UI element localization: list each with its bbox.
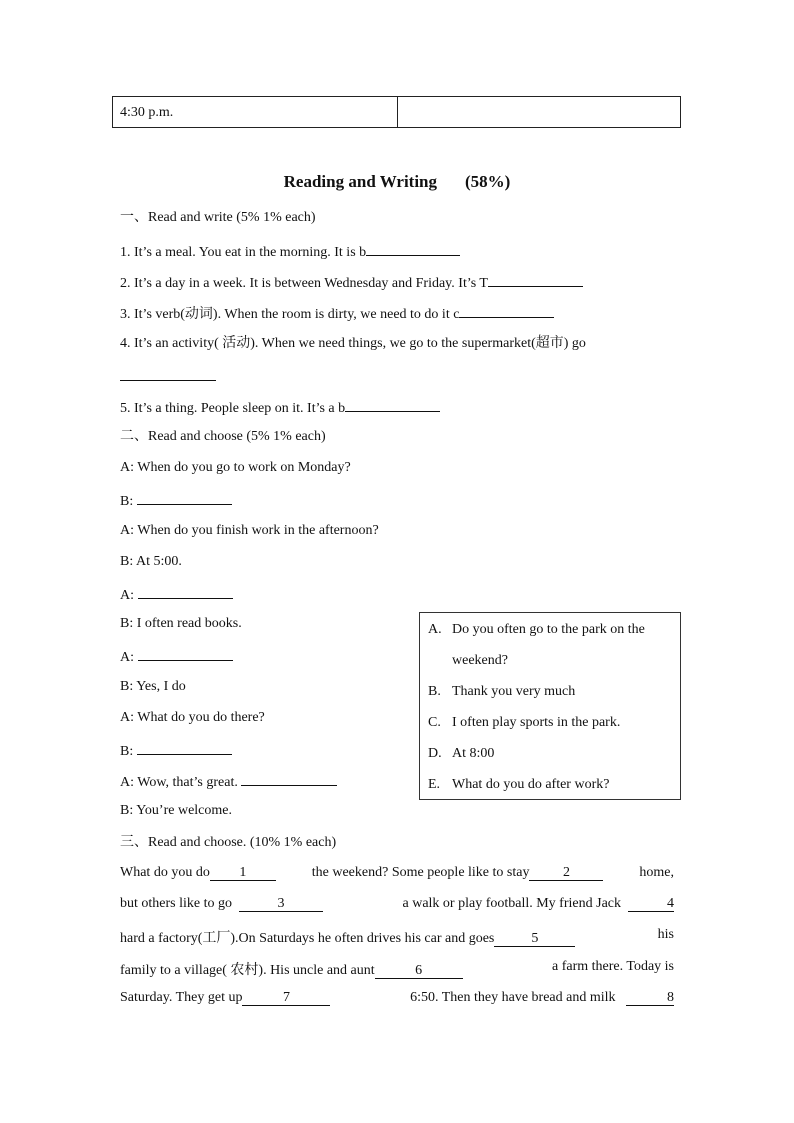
choice-text: At 8:00 <box>452 746 495 761</box>
dialogue-line: A: What do you do there? <box>120 710 265 725</box>
cloze-blank-8[interactable]: 8 <box>626 991 674 1006</box>
choice-a-continued: weekend? <box>452 653 508 668</box>
cloze-blank-5[interactable]: 5 <box>494 932 575 947</box>
dialogue-line: B: Yes, I do <box>120 679 186 694</box>
dialogue-line: A: When do you go to work on Monday? <box>120 460 351 475</box>
choices-box <box>419 612 681 800</box>
choice-letter: C. <box>428 715 441 730</box>
cloze-blank-2[interactable]: 2 <box>529 866 603 881</box>
question-3-text: 3. It’s verb(动词). When the room is dirty, we need to do it c <box>120 307 460 322</box>
cloze-line-2 <box>120 896 674 912</box>
time-table-row <box>112 96 681 128</box>
dialogue-speaker: A: <box>120 588 138 603</box>
dialogue-text: A: Wow, that’s great. <box>120 775 242 790</box>
cloze-blank-1[interactable]: 1 <box>210 866 276 881</box>
choice-text: I often play sports in the park. <box>452 715 621 730</box>
choice-c <box>428 715 620 731</box>
part3-heading: 三、Read and choose. (10% 1% each) <box>120 835 337 850</box>
cloze-text: Saturday. They get up 7 <box>120 990 330 1006</box>
answer-blank[interactable] <box>345 397 440 412</box>
choice-a <box>428 622 645 638</box>
choice-text: Do you often go to the park on the <box>452 622 645 637</box>
question-3 <box>120 303 554 324</box>
answer-blank[interactable] <box>366 241 460 256</box>
choice-text: What do you do after work? <box>452 777 610 792</box>
choice-b <box>428 684 575 700</box>
choice-e <box>428 777 609 793</box>
time-cell: 4:30 p.m. <box>113 97 398 127</box>
question-2 <box>120 272 583 293</box>
answer-blank[interactable] <box>138 584 233 599</box>
cloze-text: his <box>657 927 674 942</box>
question-4-blank-line <box>120 366 216 387</box>
dialogue-speaker: B: <box>120 494 137 509</box>
question-1-text: 1. It’s a meal. You eat in the morning. It is b <box>120 245 367 260</box>
cloze-text: What do you do 1 <box>120 865 276 881</box>
cloze-blank-6[interactable]: 6 <box>375 964 463 979</box>
choice-letter: B. <box>428 684 441 699</box>
part2-heading: 二、Read and choose (5% 1% each) <box>120 429 326 444</box>
dialogue-line <box>120 771 337 792</box>
section-title-text: Reading and Writing <box>283 172 438 191</box>
answer-blank[interactable] <box>241 771 337 786</box>
section-percent: (58%) <box>465 172 511 191</box>
cloze-text: the weekend? Some people like to stay 2 <box>312 865 604 881</box>
choice-text: Thank you very much <box>452 684 576 699</box>
question-2-text: 2. It’s a day in a week. It is between Wednesday and Friday. It’s T <box>120 276 488 291</box>
dialogue-speaker: B: <box>120 744 137 759</box>
cloze-text: hard a factory(工厂).On Saturdays he often drives his car and goes 5 <box>120 927 575 947</box>
dialogue-line <box>120 740 232 761</box>
dialogue-line <box>120 646 233 667</box>
choice-letter: E. <box>428 777 441 792</box>
cloze-line-5 <box>120 990 674 1006</box>
choice-letter: D. <box>428 746 442 761</box>
dialogue-line <box>120 490 232 511</box>
cloze-text: a farm there. Today is <box>552 959 674 974</box>
cloze-blank-7[interactable]: 7 <box>242 991 330 1006</box>
choice-d <box>428 746 494 762</box>
cloze-text: a walk or play football. My friend Jack 4 <box>402 896 674 911</box>
cloze-text: home, <box>639 865 674 880</box>
cloze-line-3 <box>120 927 674 947</box>
answer-blank[interactable] <box>488 272 583 287</box>
dialogue-line: B: You’re welcome. <box>120 803 232 818</box>
dialogue-line: B: At 5:00. <box>120 554 182 569</box>
question-5 <box>120 397 440 418</box>
section-title <box>0 172 794 192</box>
dialogue-line: B: I often read books. <box>120 616 242 631</box>
question-4: 4. It’s an activity( 活动). When we need things, we go to the supermarket(超市) go <box>120 336 586 351</box>
dialogue-speaker: A: <box>120 650 138 665</box>
choice-letter: A. <box>428 622 442 637</box>
answer-blank[interactable] <box>120 366 216 381</box>
cloze-text: but others like to go 3 <box>120 896 323 912</box>
dialogue-line <box>120 584 233 605</box>
cloze-blank-4[interactable]: 4 <box>628 897 674 912</box>
dialogue-line: A: When do you finish work in the afternoon? <box>120 523 379 538</box>
answer-blank[interactable] <box>138 646 233 661</box>
part1-heading: 一、Read and write (5% 1% each) <box>120 210 316 225</box>
cloze-line-4 <box>120 959 674 979</box>
cloze-text: 6:50. Then they have bread and milk 8 <box>410 990 674 1005</box>
question-5-text: 5. It’s a thing. People sleep on it. It’s a b <box>120 401 346 416</box>
answer-blank[interactable] <box>137 740 232 755</box>
answer-blank[interactable] <box>459 303 554 318</box>
cloze-blank-3[interactable]: 3 <box>239 897 323 912</box>
cloze-line-1 <box>120 865 674 881</box>
question-1 <box>120 241 460 262</box>
cloze-text: family to a village( 农村). His uncle and aunt 6 <box>120 959 463 979</box>
answer-blank[interactable] <box>137 490 232 505</box>
answer-cell[interactable] <box>398 97 680 127</box>
